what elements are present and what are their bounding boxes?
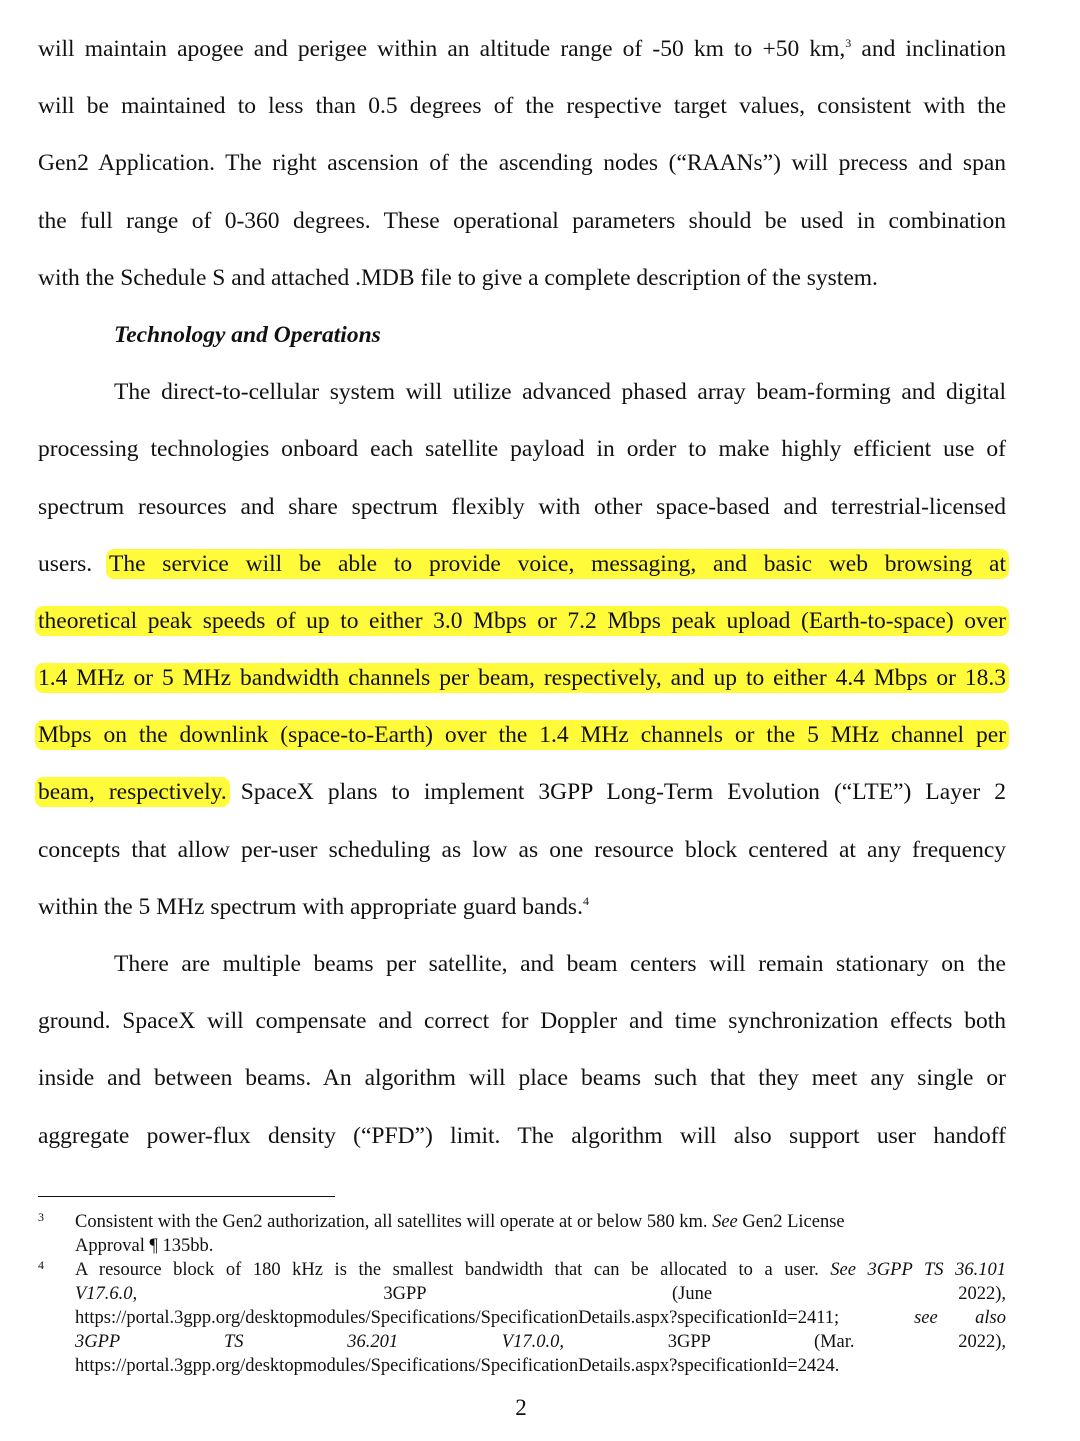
text-line: will maintain apogee and perigee within an altitude range of -50 km to +50 km,$^3$ and inclination: [38, 36, 1007, 62]
highlighted-text: The service will be able to provide voice, messaging, and basic web browsing at: [106, 549, 1009, 579]
body-text: [38, 21, 1006, 1165]
footnote-line: [75, 1354, 1006, 1378]
text-line: beam, respectively. SpaceX plans to implement 3GPP Long-Term Evolution (“LTE”) Layer 2: [38, 764, 1006, 821]
highlighted-text: Mbps on the downlink (space-to-Earth) over the 1.4 MHz channels or the 5 MHz channel per: [35, 720, 1009, 750]
text-line: with the Schedule S and attached .MDB file to give a complete description of the system.: [38, 264, 878, 291]
footnote-url[interactable]: https://portal.3gpp.org/desktopmodules/Specifications/SpecificationDetails.aspx?specificationId=2424.: [75, 1356, 840, 1376]
text-line: [38, 593, 1006, 650]
text-line: [38, 650, 1006, 707]
text-line: Gen2 Application. The right ascension of the ascending nodes (“RAANs”) will precess and span: [38, 150, 1006, 177]
page-number: 2: [515, 1395, 527, 1420]
footnote-3: [38, 1210, 1006, 1258]
text-line: within the 5 MHz spectrum with appropriate guard bands.$^4$: [38, 893, 589, 920]
text-line: [38, 707, 1006, 764]
footnote-line: V17.6.0, 3GPP (June 2022),: [75, 1284, 1006, 1304]
text-line: spectrum resources and share spectrum flexibly with other space-based and terrestrial-licensed: [38, 493, 1006, 520]
text-line: ground. SpaceX will compensate and correct for Doppler and time synchronization effects both: [38, 1008, 1006, 1035]
footnote-separator: [38, 1196, 335, 1197]
text-line: will be maintained to less than 0.5 degrees of the respective target values, consistent with the: [38, 93, 1006, 120]
footnote-line: https://portal.3gpp.org/desktopmodules/Specifications/SpecificationDetails.aspx?specificationId=2411; see also: [75, 1308, 1006, 1328]
footnote-line: Approval ¶ 135bb.: [75, 1236, 214, 1256]
text-line: The direct-to-cellular system will utilize advanced phased array beam-forming and digital: [114, 379, 1006, 406]
text-line: the full range of 0-360 degrees. These operational parameters should be used in combination: [38, 207, 1006, 234]
highlighted-text: 1.4 MHz or 5 MHz bandwidth channels per beam, respectively, and up to either 4.4 Mbps or 18.3: [35, 663, 1009, 693]
footnote-line: Consistent with the Gen2 authorization, all satellites will operate at or below 580 km. See Gen2 License: [75, 1212, 845, 1232]
footnotes: [38, 1210, 1006, 1378]
text-line: inside and between beams. An algorithm will place beams such that they meet any single or: [38, 1065, 1006, 1092]
footnote-ref-3[interactable]: 3: [845, 36, 852, 50]
footnote-4: [38, 1258, 1006, 1378]
footnote-number: 3: [38, 1210, 44, 1224]
text-line: concepts that allow per-user scheduling as low as one resource block centered at any frequency: [38, 836, 1006, 863]
footnote-number: 4: [38, 1258, 44, 1272]
highlighted-text: beam, respectively.: [35, 777, 230, 807]
highlighted-text: theoretical peak speeds of up to either 3.0 Mbps or 7.2 Mbps peak upload (Earth-to-space) over: [35, 606, 1009, 636]
footnote-line: 3GPP TS 36.201 V17.0.0, 3GPP (Mar. 2022),: [75, 1332, 1007, 1352]
section-heading: Technology and Operations: [114, 321, 381, 348]
footnote-ref-4[interactable]: 4: [582, 893, 589, 908]
text-line: aggregate power-flux density (“PFD”) limit. The algorithm will also support user handoff: [38, 1122, 1006, 1149]
footnote-url[interactable]: https://portal.3gpp.org/desktopmodules/Specifications/SpecificationDetails.aspx?specificationId=2411;: [75, 1308, 840, 1328]
text-line: processing technologies onboard each satellite payload in order to make highly efficient use of: [38, 436, 1006, 463]
text-line: There are multiple beams per satellite, and beam centers will remain stationary on the: [114, 951, 1006, 977]
footnote-line: A resource block of 180 kHz is the smallest bandwidth that can be allocated to a user. See 3GPP TS 36.101: [75, 1260, 1007, 1280]
text-line: users. The service will be able to provide voice, messaging, and basic web browsing at: [38, 536, 1006, 593]
